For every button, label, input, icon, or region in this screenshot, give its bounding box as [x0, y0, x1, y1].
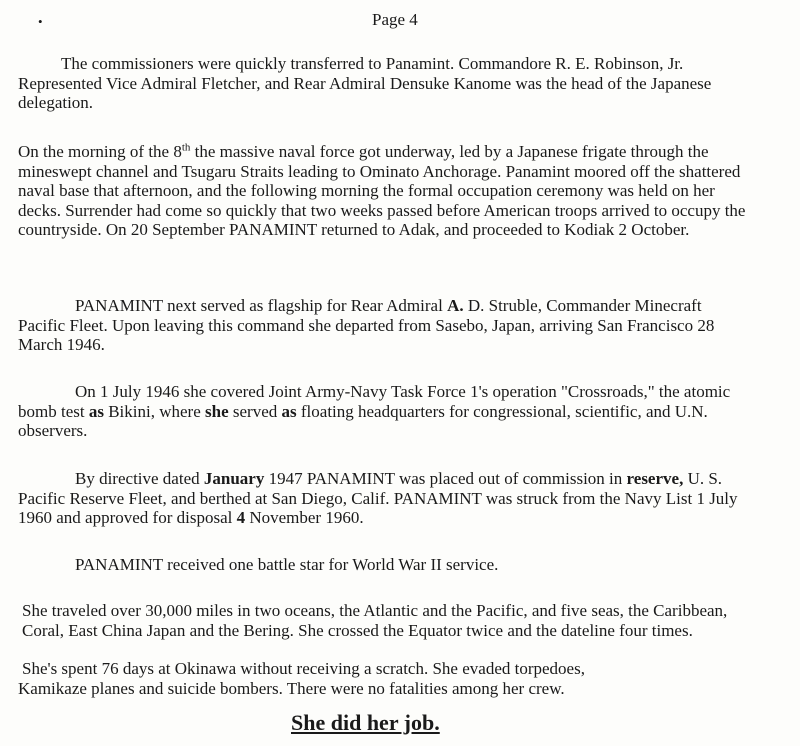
paragraph-commissioners: The commissioners were quickly transferred to Panamint. Commandore R. E. Robinson, Jr. Represented Vice Admiral Fletcher, and Rear Admiral Densuke Kanome was the head of the Japanese delegation. — [18, 54, 712, 112]
paragraph-travels: She traveled over 30,000 miles in two oceans, the Atlantic and the Pacific, and five seas, the Caribbean, Coral, East China Japan and the Bering. She crossed the Equator twice and the dateline four times. — [22, 601, 728, 640]
closing-statement: She did her job. — [291, 710, 440, 735]
page-number: Page 4 — [372, 10, 418, 29]
paragraph-flagship: PANAMINT next served as flagship for Rear Admiral A. D. Struble, Commander Minecraft Pacific Fleet. Upon leaving this command she departed from Sasebo, Japan, arriving San Francisco 28 March 1946. — [18, 296, 715, 354]
paragraph-crossroads: On 1 July 1946 she covered Joint Army-Navy Task Force 1's operation "Crossroads," the atomic bomb test as Bikini, where she served as floating headquarters for congressional, scientific, and U.N. observers. — [18, 382, 731, 440]
paragraph-battle-star: PANAMINT received one battle star for World War II service. — [75, 555, 499, 574]
stray-mark: • — [38, 14, 43, 29]
paragraph-okinawa: She's spent 76 days at Okinawa without receiving a scratch. She evaded torpedoes, Kamikaze planes and suicide bombers. There were no fatalities among her crew. — [18, 659, 585, 698]
paragraph-decommission: By directive dated January 1947 PANAMINT was placed out of commission in reserve, U. S. Pacific Reserve Fleet, and berthed at San Diego, Calif. PANAMINT was struck from the Navy List 1 July 1960 and approved for disposal 4 November 1960. — [18, 469, 738, 527]
paragraph-underway: On the morning of the 8th the massive naval force got underway, led by a Japanese frigate through the mineswept channel and Tsugaru Straits leading to Ominato Anchorage. Panamint moored off the shattered naval base that afternoon, and the following morning the formal occupation ceremony was held on her decks. Surrender had come so quickly that two weeks passed before American troops arrived to occupy the countryside. On 20 September PANAMINT returned to Adak, and proceeded to Kodiak 2 October. — [18, 141, 746, 239]
